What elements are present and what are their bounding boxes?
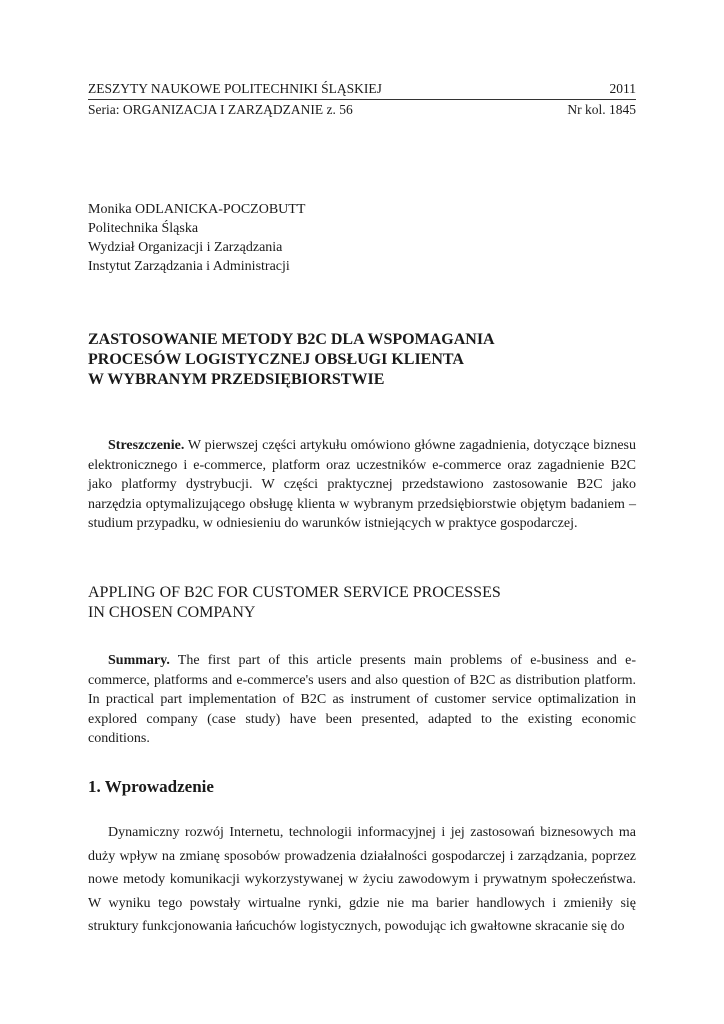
series-name: Seria: ORGANIZACJA I ZARZĄDZANIE z. 56 [88,102,353,117]
paper-title [88,330,495,390]
author-block [88,200,305,276]
abstract-en-text: The first part of this article presents main problems of e-business and e-commerce, platforms and e-commerce's users and also question of B2C as distribution platform. In practical part implementation of B2C as instrument of customer service optimalization in explored company (case study) have been presented, adapted to the existing economic conditions. [88,653,636,746]
abstract-pl [88,436,636,534]
abstract-en [88,651,636,749]
series-header [88,101,636,119]
title-line: W WYBRANYM PRZEDSIĘBIORSTWIE [88,371,385,388]
abstract-en-label: Summary. [108,653,170,668]
body-paragraph: Dynamiczny rozwój Internetu, technologii informacyjnej i jej zastosowań biznesowych ma duży wpływ na zmianę sposobów prowadzenia działalności gospodarczej i zarządzania, poprzez nowe metody komunikacji wykorzystywanej w życiu zawodowym i prywatnym społeczeństwa. W wyniku tego powstały wirtualne rynki, gdzie nie ma barier handlowych i zmieniły się struktury funkcjonowania łańcuchów logistycznych, powodując ich gwałtowne skracanie się do [88,825,636,934]
section-heading: 1. Wprowadzenie [88,777,214,796]
abstract-pl-label: Streszczenie. [108,438,185,453]
author-name: Monika ODLANICKA-POCZOBUTT [88,202,306,217]
affiliation-university: Politechnika Śląska [88,221,199,236]
journal-year: 2011 [609,81,636,96]
body-text [88,821,636,939]
journal-header [88,80,636,98]
title-en-line: APPLING OF B2C FOR CUSTOMER SERVICE PROCESSES [88,584,501,601]
title-en-line: IN CHOSEN COMPANY [88,604,256,621]
affiliation-institute: Instytut Zarządzania i Administracji [88,259,290,274]
abstract-pl-text: W pierwszej części artykułu omówiono główne zagadnienia, dotyczące biznesu elektronicznego i e-commerce, platform oraz uczestników e-commerce oraz zagadnienie B2C jako platformy dystrybucji. W części praktycznej przedstawiono zastosowanie B2C jako narzędzia optymalizującego obsługę klienta w wybranym przedsiębiorstwie objętym badaniem – studium przypadku, w odniesieniu do warunków istniejących w praktyce gospodarczej. [88,438,636,531]
header-rule [88,99,636,100]
journal-name: ZESZYTY NAUKOWE POLITECHNIKI ŚLĄSKIEJ [88,81,382,96]
title-line: PROCESÓW LOGISTYCZNEJ OBSŁUGI KLIENTA [88,351,464,368]
affiliation-faculty: Wydział Organizacji i Zarządzania [88,240,283,255]
paper-title-en [88,583,501,623]
issue-number: Nr kol. 1845 [567,102,636,117]
title-line: ZASTOSOWANIE METODY B2C DLA WSPOMAGANIA [88,331,495,348]
